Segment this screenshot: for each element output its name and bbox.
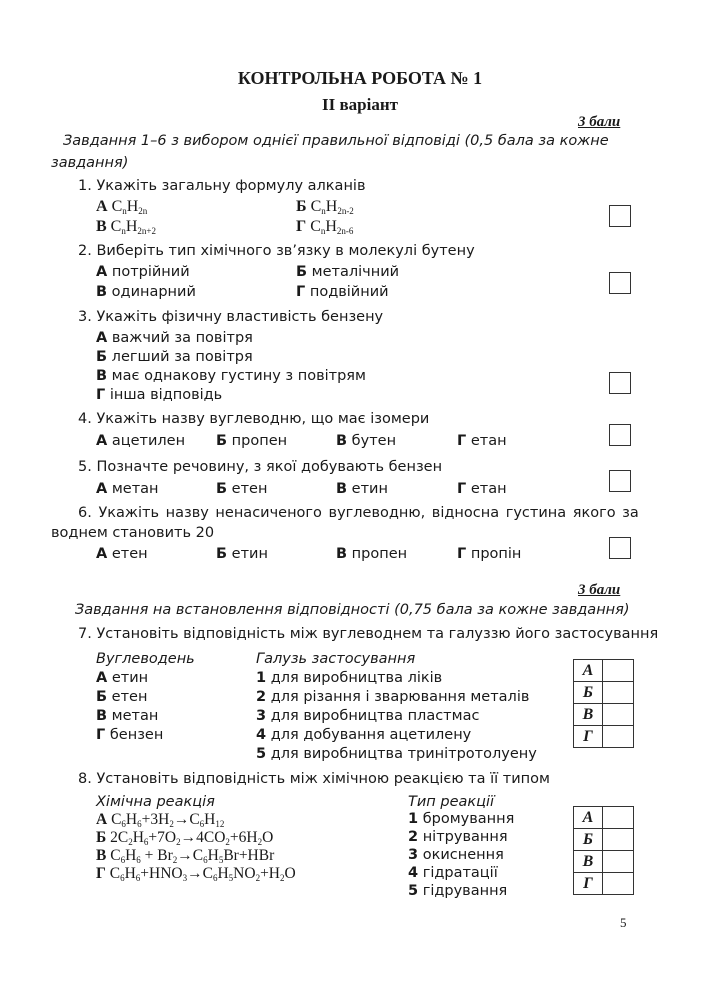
question-8: 8. Установіть відповідність між хімічною реакцією та її типом <box>78 771 550 787</box>
q8-grid-cell-a[interactable] <box>603 807 634 829</box>
q8-grid-cell-c[interactable] <box>603 851 634 873</box>
q8-column2-header: Тип реакції <box>408 794 495 810</box>
q7-grid-label-c: В <box>574 704 603 726</box>
q8-grid-label-b: Б <box>574 829 603 851</box>
q3-option-d: Г інша відповідь <box>96 387 223 403</box>
q6-option-c: В пропен <box>336 546 408 562</box>
q7-column1-header: Вуглеводень <box>96 651 195 667</box>
q8-reaction-a: А $C_6H_6+3H_2\to C_6H_{12}$ <box>96 811 225 829</box>
q8-grid-cell-d[interactable] <box>603 873 634 895</box>
variant-title: ІІ варіант <box>322 95 398 114</box>
q4-option-a: А ацетилен <box>96 433 186 449</box>
question-2: 2. Виберіть тип хімічного зв’язку в молекулі бутену <box>78 243 475 259</box>
q3-option-a: А важчий за повітря <box>96 330 253 346</box>
q7-grid-cell-a[interactable] <box>603 660 634 682</box>
page-number: 5 <box>620 915 627 930</box>
q5-option-d: Г етан <box>457 481 507 497</box>
question-4: 4. Укажіть назву вуглеводню, що має ізомери <box>78 411 430 427</box>
q8-grid-cell-b[interactable] <box>603 829 634 851</box>
section1-instruction-line1: Завдання 1–6 з вибором однієї правильної відповіді (0,5 бала за кожне <box>63 133 609 149</box>
question-6-line1: 6. Укажіть назву ненасиченого вуглеводню, відносна густина якого за <box>78 505 639 521</box>
q8-answer-grid <box>573 806 634 895</box>
q8-type-3: 3 окиснення <box>408 847 504 863</box>
q8-type-4: 4 гідратації <box>408 865 498 881</box>
q7-grid-cell-c[interactable] <box>603 704 634 726</box>
question-1: 1. Укажіть загальну формулу алканів <box>78 178 366 194</box>
q2-option-c: В одинарний <box>96 284 196 300</box>
q7-right-1: 1 для виробництва ліків <box>256 670 443 686</box>
q7-left-c: В метан <box>96 708 159 724</box>
section1-instruction-line2: завдання) <box>51 155 129 171</box>
q5-answer-box[interactable] <box>609 470 631 492</box>
q6-answer-box[interactable] <box>609 537 631 559</box>
q8-reaction-c: В $C_6H_6 + Br_2\to C_6H_5Br+HBr$ <box>96 847 275 865</box>
q2-option-a: А потрійний <box>96 264 190 280</box>
section2-score: 3 бали <box>578 582 621 598</box>
q7-right-2: 2 для різання і зварювання металів <box>256 689 530 705</box>
q8-grid-label-a: А <box>574 807 603 829</box>
q8-grid-label-d: Г <box>574 873 603 895</box>
q7-grid-label-b: Б <box>574 682 603 704</box>
q8-reaction-d: Г $C_6H_6+HNO_3\to C_6H_5NO_2+H_2O$ <box>96 865 296 883</box>
q2-answer-box[interactable] <box>609 272 631 294</box>
question-5: 5. Позначте речовину, з якої добувають бензен <box>78 459 443 475</box>
q7-left-a: А етин <box>96 670 149 686</box>
q4-option-c: В бутен <box>336 433 397 449</box>
q2-option-b: Б металічний <box>296 264 400 280</box>
q8-type-2: 2 нітрування <box>408 829 508 845</box>
q5-option-b: Б етен <box>216 481 268 497</box>
q8-column1-header: Хімічна реакція <box>96 794 215 810</box>
q6-option-d: Г пропін <box>457 546 522 562</box>
q7-grid-cell-d[interactable] <box>603 726 634 748</box>
q1-option-d: Г $C_nH_{2n-6}$ <box>296 218 354 236</box>
q7-left-b: Б етен <box>96 689 148 705</box>
q7-grid-label-a: А <box>574 660 603 682</box>
q4-answer-box[interactable] <box>609 424 631 446</box>
q3-answer-box[interactable] <box>609 372 631 394</box>
q4-option-d: Г етан <box>457 433 507 449</box>
q7-right-3: 3 для виробництва пластмас <box>256 708 480 724</box>
section2-instruction: Завдання на встановлення відповідності (0,75 бала за кожне завдання) <box>75 602 630 618</box>
q1-option-a: А $C_nH_{2n}$ <box>96 198 148 216</box>
q7-answer-grid <box>573 659 634 748</box>
question-6-line2: воднем становить 20 <box>51 525 215 541</box>
q7-column2-header: Галузь застосування <box>256 651 416 667</box>
q6-option-a: А етен <box>96 546 148 562</box>
q1-answer-box[interactable] <box>609 205 631 227</box>
q8-type-5: 5 гідрування <box>408 883 508 899</box>
q2-option-d: Г подвійний <box>296 284 389 300</box>
q8-grid-label-c: В <box>574 851 603 873</box>
q5-option-c: В етин <box>336 481 388 497</box>
q8-type-1: 1 бромування <box>408 811 515 827</box>
q7-grid-label-d: Г <box>574 726 603 748</box>
q3-option-b: Б легший за повітря <box>96 349 253 365</box>
q7-left-d: Г бензен <box>96 727 164 743</box>
q7-right-4: 4 для добування ацетилену <box>256 727 472 743</box>
q7-right-5: 5 для виробництва тринітротолуену <box>256 746 537 762</box>
q4-option-b: Б пропен <box>216 433 288 449</box>
q3-option-c: В має однакову густину з повітрям <box>96 368 366 384</box>
page-title: КОНТРОЛЬНА РОБОТА № 1 <box>237 68 483 88</box>
question-7: 7. Установіть відповідність між вуглеводнем та галуззю його застосування <box>78 626 659 642</box>
q7-grid-cell-b[interactable] <box>603 682 634 704</box>
q6-option-b: Б етин <box>216 546 268 562</box>
question-3: 3. Укажіть фізичну властивість бензену <box>78 309 384 325</box>
q1-option-c: В $C_nH_{2n+2}$ <box>96 218 156 236</box>
q1-option-b: Б $C_nH_{2n-2}$ <box>296 198 354 216</box>
q5-option-a: А метан <box>96 481 159 497</box>
q8-reaction-b: Б $2C_2H_6+7O_2\to 4CO_2+6H_2O$ <box>96 829 274 847</box>
section1-score: 3 бали <box>578 114 621 130</box>
